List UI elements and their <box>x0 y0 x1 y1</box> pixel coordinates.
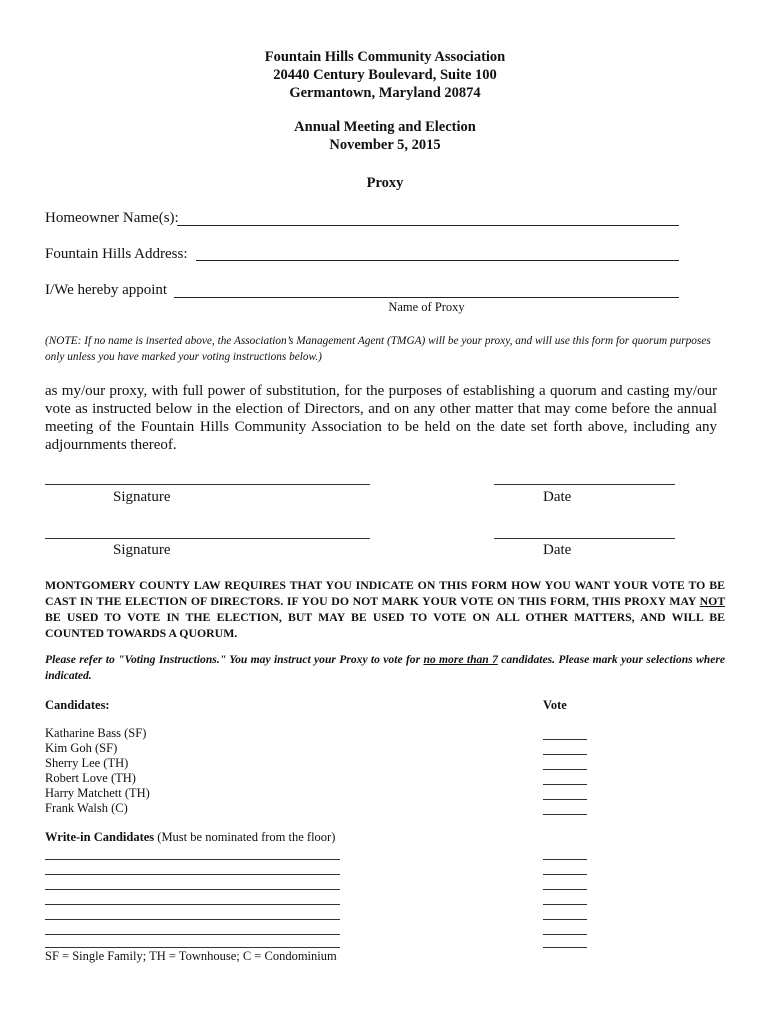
signature-label-1: Signature <box>113 489 171 505</box>
voting-instructions <box>45 652 725 684</box>
proxy-name-field[interactable] <box>174 297 679 298</box>
org-name: Fountain Hills Community Association <box>264 49 506 65</box>
vote-mark-line[interactable] <box>543 739 587 740</box>
write-in-vote-line[interactable] <box>543 904 587 905</box>
candidate-name: Sherry Lee (TH) <box>45 756 129 770</box>
write-in-header <box>45 830 335 845</box>
org-address-line2: Germantown, Maryland 20874 <box>289 85 481 101</box>
candidate-name: Harry Matchett (TH) <box>45 786 150 800</box>
write-in-vote-line[interactable] <box>543 874 587 875</box>
event-title: Annual Meeting and Election <box>294 119 476 135</box>
candidate-name: Kim Goh (SF) <box>45 741 118 755</box>
write-in-name-line[interactable] <box>45 919 340 920</box>
instructions-emphasis: no more than 7 <box>423 653 498 666</box>
homeowner-name-field[interactable] <box>177 225 679 226</box>
write-in-note: (Must be nominated from the floor) <box>154 830 336 844</box>
date-line-1[interactable] <box>494 484 675 485</box>
write-in-vote-line[interactable] <box>543 947 587 948</box>
write-in-name-line[interactable] <box>45 947 340 948</box>
write-in-name-line[interactable] <box>45 874 340 875</box>
signature-line-2[interactable] <box>45 538 370 539</box>
instructions-text-1: Please refer to "Voting Instructions." You may instruct your Proxy to vote for <box>45 653 424 666</box>
proxy-note <box>45 333 725 365</box>
vote-mark-line[interactable] <box>543 784 587 785</box>
event-date: November 5, 2015 <box>329 137 441 153</box>
address-label: Fountain Hills Address: <box>45 246 188 262</box>
write-in-name-line[interactable] <box>45 889 340 890</box>
signature-line-1[interactable] <box>45 484 370 485</box>
address-field[interactable] <box>196 260 679 261</box>
org-address-line1: 20440 Century Boulevard, Suite 100 <box>273 67 497 83</box>
proxy-authorization-paragraph: as my/our proxy, with full power of substitution, for the purposes of establishing a quorum and casting my/our vote as instructed below in the election of Directors, and on any other matter that may come before the annual meeting of the Fountain Hills Community Association to be held on the date set forth above, including any adjournments thereof. <box>45 383 717 453</box>
law-notice-emphasis: NOT <box>699 594 725 608</box>
vote-mark-line[interactable] <box>543 754 587 755</box>
unit-type-legend: SF = Single Family; TH = Townhouse; C = Condominium <box>45 949 337 963</box>
page-title: Proxy <box>366 175 404 191</box>
appoint-label: I/We hereby appoint <box>45 282 168 298</box>
county-law-notice <box>45 577 725 641</box>
candidate-name: Robert Love (TH) <box>45 771 136 785</box>
candidate-name: Frank Walsh (C) <box>45 801 128 815</box>
date-label-1: Date <box>543 489 572 505</box>
homeowner-label: Homeowner Name(s): <box>45 210 179 226</box>
vote-header: Vote <box>543 698 567 712</box>
candidate-name: Katharine Bass (SF) <box>45 726 147 740</box>
write-in-name-line[interactable] <box>45 934 340 935</box>
law-notice-text-1: MONTGOMERY COUNTY LAW REQUIRES THAT YOU INDICATE ON THIS FORM HOW YOU WANT YOUR VOTE TO BE CAST IN THE ELECTION OF DIRECTORS. IF YOU DO NOT MARK YOUR VOTE ON THIS FORM, THIS PROXY MAY <box>45 578 725 608</box>
vote-mark-line[interactable] <box>543 814 587 815</box>
write-in-label: Write-in Candidates <box>45 830 155 844</box>
write-in-vote-line[interactable] <box>543 934 587 935</box>
signature-label-2: Signature <box>113 542 171 558</box>
note-text: If no name is inserted above, the Association’s Management Agent (TMGA) will be your proxy, and will use this form for quorum purposes only unless you have marked your voting instructions below.) <box>45 335 711 363</box>
candidates-header: Candidates: <box>45 698 110 712</box>
date-label-2: Date <box>543 542 572 558</box>
write-in-vote-line[interactable] <box>543 889 587 890</box>
write-in-vote-line[interactable] <box>543 859 587 860</box>
write-in-name-line[interactable] <box>45 859 340 860</box>
instructions-text-2: candidates. Please mark your selections where indicated. <box>45 653 725 682</box>
note-lead: (NOTE: <box>45 335 82 347</box>
vote-mark-line[interactable] <box>543 769 587 770</box>
write-in-vote-line[interactable] <box>543 919 587 920</box>
write-in-name-line[interactable] <box>45 904 340 905</box>
vote-mark-line[interactable] <box>543 799 587 800</box>
date-line-2[interactable] <box>494 538 675 539</box>
proxy-name-caption: Name of Proxy <box>388 300 465 314</box>
law-notice-text-2: BE USED TO VOTE IN THE ELECTION, BUT MAY BE USED TO VOTE ON ALL OTHER MATTERS, AND WILL BE COUNTED TOWARDS A QUORUM. <box>45 610 725 640</box>
